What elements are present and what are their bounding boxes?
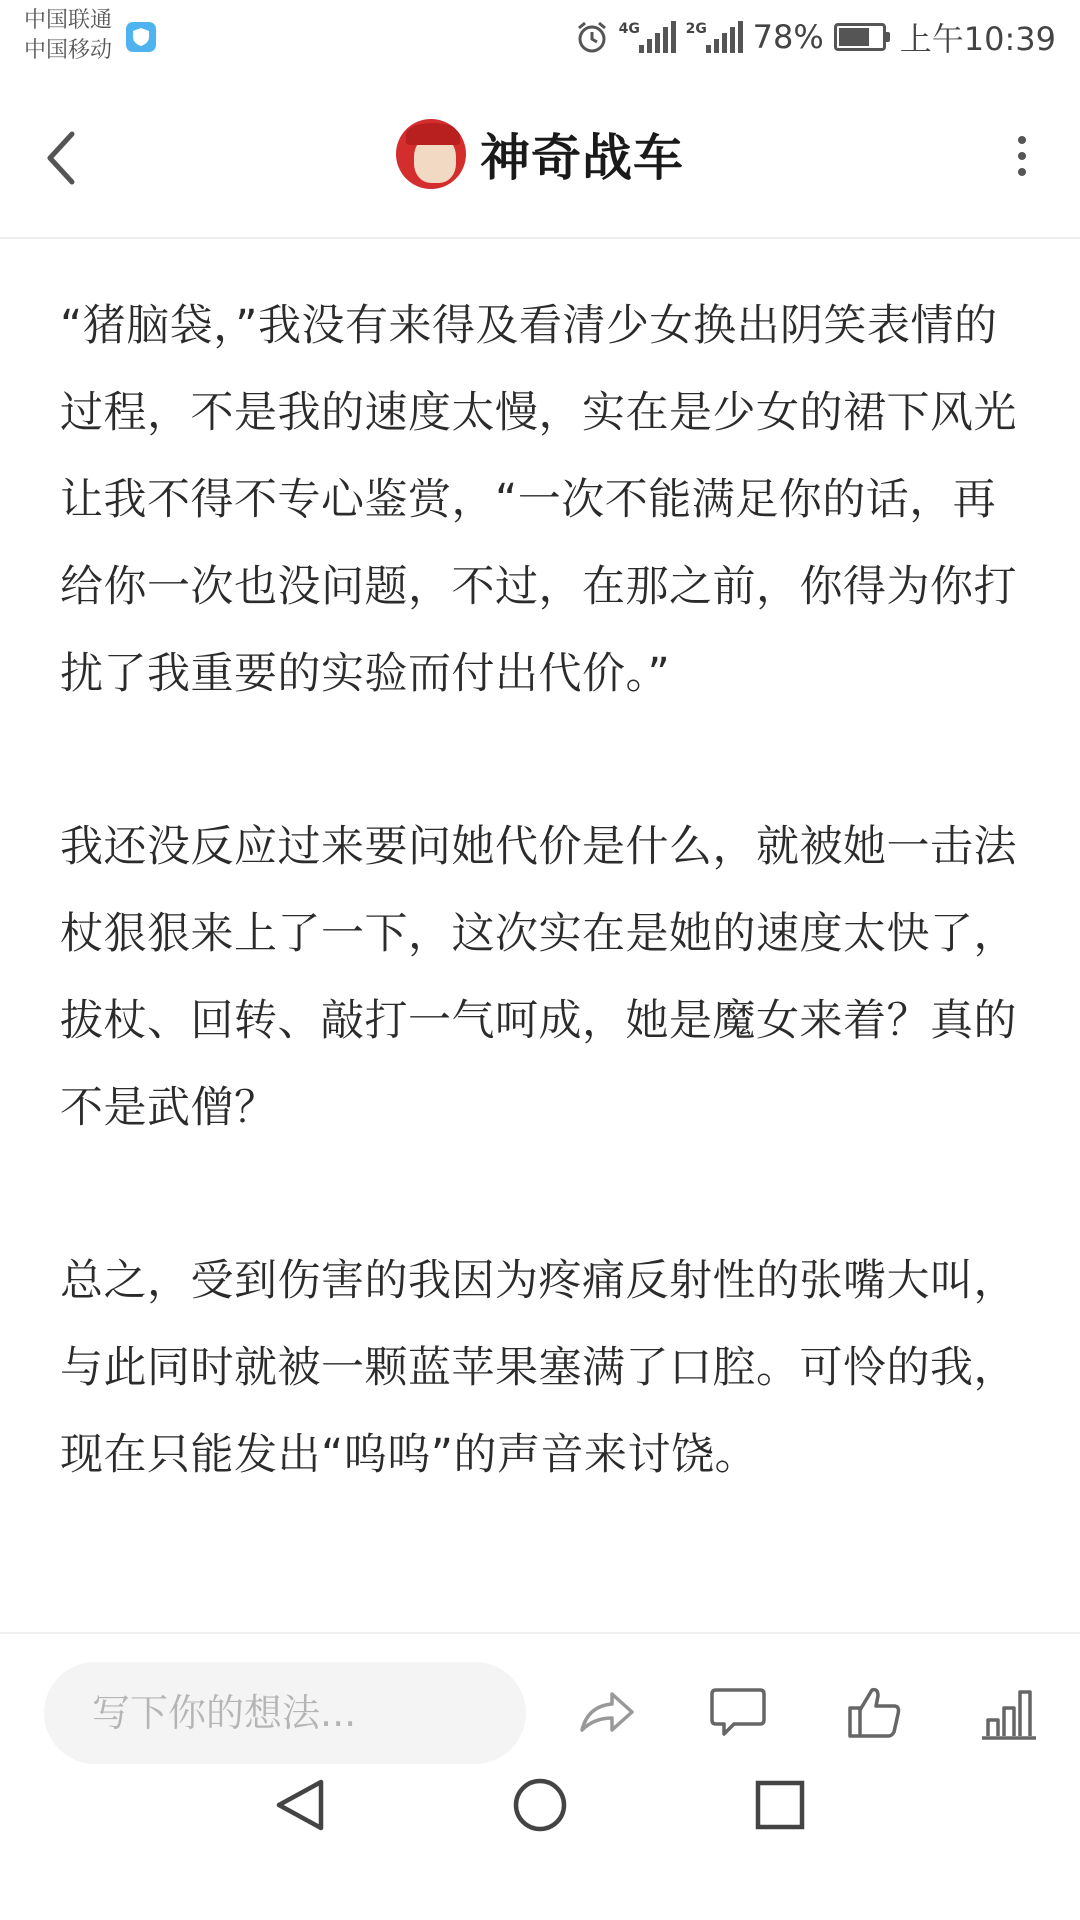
status-bar xyxy=(0,0,1080,78)
article-paragraph: “猪脑袋，”我没有来得及看清少女换出阴笑表情的过程，不是我的速度太慢，实在是少女的裙下风光让我不得不专心鉴赏，“一次不能满足你的话，再给你一次也没问题，不过，在那之前，你得为你打扰了我重要的实验而付出代价。” xyxy=(60,301,1017,699)
carrier-2: 中国移动 xyxy=(24,38,113,63)
home-circle-icon[interactable] xyxy=(495,1760,585,1850)
carrier-1: 中国联通 xyxy=(24,8,113,33)
like-icon[interactable] xyxy=(842,1682,906,1742)
avatar[interactable] xyxy=(396,119,466,189)
article-body xyxy=(60,283,1030,1585)
carrier-info xyxy=(24,6,112,66)
vertical-dots-icon[interactable] xyxy=(1014,136,1030,182)
signal-strength-2 xyxy=(686,21,743,53)
comment-icon[interactable] xyxy=(706,1682,770,1742)
article-paragraph: 我还没反应过来要问她代价是什么，就被她一击法杖狠狠来上了一下，这次实在是她的速度太快了，拔杖、回转、敲打一气呵成，她是魔女来着？真的不是武僧？ xyxy=(60,822,1017,1133)
network-type-1: 4G xyxy=(618,21,640,37)
status-icons xyxy=(575,12,1056,62)
battery-percent: 78% xyxy=(752,18,824,56)
comment-input[interactable] xyxy=(44,1662,526,1764)
clock: 上午10:39 xyxy=(899,20,1056,58)
alarm-icon xyxy=(575,20,609,54)
shield-icon xyxy=(126,22,156,52)
signal-strength-1 xyxy=(619,21,676,53)
system-navigation-bar xyxy=(0,1760,1080,1920)
battery-icon xyxy=(834,23,890,51)
title-group xyxy=(0,118,1080,190)
stats-icon[interactable] xyxy=(978,1682,1042,1742)
page-title: 神奇战车 xyxy=(480,129,684,187)
back-triangle-icon[interactable] xyxy=(255,1760,345,1850)
bottom-action-bar xyxy=(0,1632,1080,1764)
network-type-2: 2G xyxy=(685,21,707,37)
recents-square-icon[interactable] xyxy=(735,1760,825,1850)
article-paragraph: 总之，受到伤害的我因为疼痛反射性的张嘴大叫，与此同时就被一颗蓝苹果塞满了口腔。可怜的我，现在只能发出“呜呜”的声音来讨饶。 xyxy=(60,1256,1017,1480)
app-header xyxy=(0,80,1080,239)
share-icon[interactable] xyxy=(574,1682,638,1742)
